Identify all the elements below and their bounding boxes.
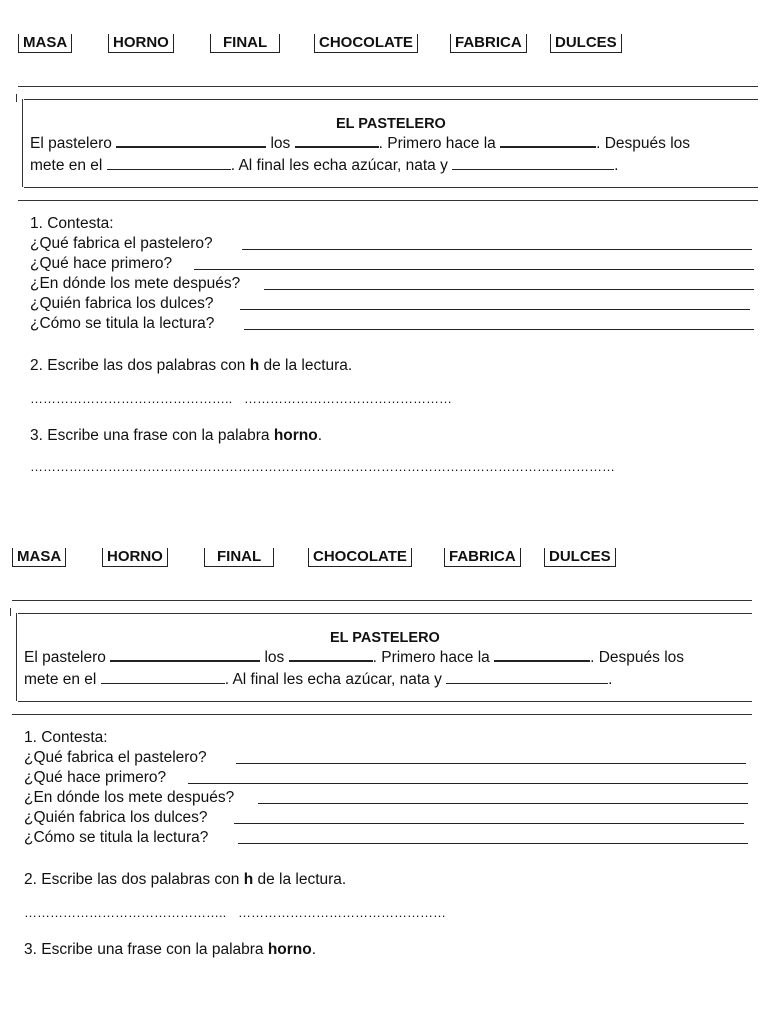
question-text: ¿Quién fabrica los dulces?	[24, 809, 208, 826]
word-chocolate: CHOCOLATE	[308, 548, 412, 567]
divider	[12, 600, 752, 601]
prompt-text: 3. Escribe una frase con la palabra	[24, 941, 268, 958]
frame-left-mark	[10, 608, 11, 616]
answer-line[interactable]	[234, 823, 744, 824]
worksheet-copy-1	[0, 0, 768, 500]
reading-text: los	[270, 135, 291, 152]
reading-text: . Al final les echa azúcar, nata y	[230, 157, 448, 174]
reading-text: los	[264, 649, 285, 666]
prompt-text: 2. Escribe las dos palabras con	[30, 357, 250, 374]
frame-bottom	[18, 701, 752, 702]
blank-3[interactable]	[500, 134, 596, 148]
reading-text: .	[614, 157, 619, 174]
word-fabrica: FABRICA	[444, 548, 521, 567]
answer-dots-a[interactable]: ………………………………………..	[30, 391, 233, 406]
reading-text: . Después los	[596, 135, 691, 152]
answer-line[interactable]	[264, 289, 754, 290]
word-horno: HORNO	[102, 548, 168, 567]
word-masa: MASA	[18, 34, 72, 53]
answer-dots[interactable]: ………………………………………………………………………………………………………………………	[30, 460, 615, 474]
answer-line[interactable]	[238, 843, 748, 844]
reading-text: mete en el	[24, 671, 97, 688]
reading-line-2	[24, 670, 612, 690]
exercise-1-heading: 1. Contesta:	[24, 729, 108, 746]
answer-line[interactable]	[242, 249, 752, 250]
question-text: ¿Qué hace primero?	[30, 255, 173, 272]
prompt-text: de la lectura.	[253, 871, 347, 888]
word-dulces: DULCES	[544, 548, 616, 567]
question-text: ¿Qué fabrica el pastelero?	[30, 235, 213, 252]
answer-line[interactable]	[244, 329, 754, 330]
answer-line[interactable]	[194, 269, 754, 270]
reading-text: mete en el	[30, 157, 103, 174]
word-fabrica: FABRICA	[450, 34, 527, 53]
word-chocolate: CHOCOLATE	[314, 34, 418, 53]
frame-top	[24, 99, 758, 100]
answer-dots-a[interactable]: ………………………………………..	[24, 905, 227, 920]
reading-line-1	[30, 134, 690, 154]
prompt-text: .	[317, 427, 323, 444]
prompt-text: 3. Escribe una frase con la palabra	[30, 427, 274, 444]
blank-1[interactable]	[116, 134, 266, 148]
blank-2[interactable]	[289, 648, 373, 662]
reading-text: El pastelero	[24, 649, 106, 666]
word-masa: MASA	[12, 548, 66, 567]
divider	[18, 200, 758, 201]
word-dulces: DULCES	[550, 34, 622, 53]
worksheet-copy-2	[0, 514, 762, 1014]
prompt-text: 2. Escribe las dos palabras con	[24, 871, 244, 888]
blank-5[interactable]	[446, 671, 608, 684]
reading-line-1	[24, 648, 684, 668]
reading-text: El pastelero	[30, 135, 112, 152]
question-text: ¿Quién fabrica los dulces?	[30, 295, 214, 312]
frame-left	[22, 99, 23, 187]
reading-text: . Después los	[590, 649, 685, 666]
question-text: ¿En dónde los mete después?	[30, 275, 241, 292]
frame-bottom	[24, 187, 758, 188]
question-text: ¿Cómo se titula la lectura?	[30, 315, 215, 332]
blank-5[interactable]	[452, 157, 614, 170]
reading-line-2	[30, 156, 618, 176]
exercise-1-heading: 1. Contesta:	[30, 215, 114, 232]
blank-2[interactable]	[295, 134, 379, 148]
prompt-bold: horno	[267, 941, 312, 958]
exercise-3-prompt	[24, 940, 316, 960]
prompt-text: .	[311, 941, 317, 958]
prompt-bold: h	[243, 871, 254, 888]
blank-3[interactable]	[494, 648, 590, 662]
word-final: FINAL	[210, 34, 280, 53]
answer-line[interactable]	[188, 783, 748, 784]
reading-text: . Primero hace la	[372, 649, 490, 666]
prompt-bold: horno	[273, 427, 318, 444]
word-final: FINAL	[204, 548, 274, 567]
exercise-3-prompt	[30, 426, 322, 446]
question-text: ¿Qué hace primero?	[24, 769, 167, 786]
question-text: ¿Cómo se titula la lectura?	[24, 829, 209, 846]
question-text: ¿En dónde los mete después?	[24, 789, 235, 806]
prompt-text: de la lectura.	[259, 357, 353, 374]
word-horno: HORNO	[108, 34, 174, 53]
answer-line[interactable]	[240, 309, 750, 310]
answer-line[interactable]	[258, 803, 748, 804]
prompt-bold: h	[249, 357, 260, 374]
reading-title: EL PASTELERO	[336, 116, 446, 132]
divider	[12, 714, 752, 715]
frame-left	[16, 613, 17, 701]
answer-line[interactable]	[236, 763, 746, 764]
reading-text: . Primero hace la	[378, 135, 496, 152]
frame-left-mark	[16, 94, 17, 102]
divider	[18, 86, 758, 87]
blank-4[interactable]	[107, 157, 231, 170]
exercise-2-prompt	[30, 356, 352, 376]
frame-top	[18, 613, 752, 614]
blank-4[interactable]	[101, 671, 225, 684]
answer-dots-b[interactable]: …………………………………………	[238, 905, 446, 920]
blank-1[interactable]	[110, 648, 260, 662]
reading-title: EL PASTELERO	[330, 630, 440, 646]
answer-dots-b[interactable]: …………………………………………	[244, 391, 452, 406]
question-text: ¿Qué fabrica el pastelero?	[24, 749, 207, 766]
exercise-2-prompt	[24, 870, 346, 890]
reading-text: . Al final les echa azúcar, nata y	[224, 671, 442, 688]
reading-text: .	[608, 671, 613, 688]
